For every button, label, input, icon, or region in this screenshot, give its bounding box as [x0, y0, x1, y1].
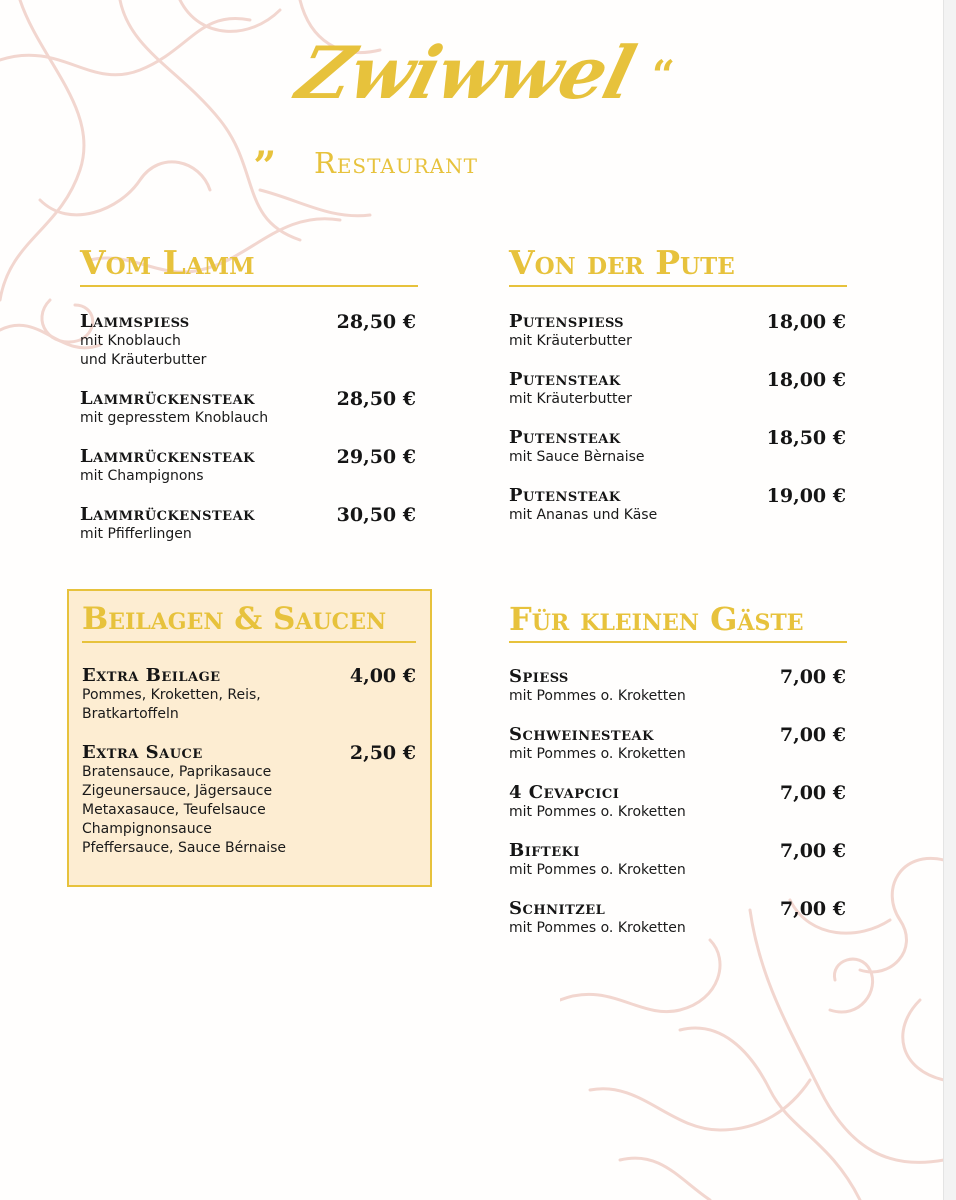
menu-item [509, 898, 846, 938]
item-price: 7,00 € [779, 724, 846, 746]
item-name: Extra Sauce [82, 742, 203, 763]
item-price: 18,50 € [766, 427, 846, 449]
item-description: Champignonsauce [82, 821, 212, 837]
floral-ornament-bottom-right [560, 830, 944, 1200]
menu-item [509, 369, 846, 409]
item-name: 4 Cevapcici [509, 782, 620, 803]
item-description: mit Sauce Bèrnaise [509, 449, 645, 465]
item-price: 18,00 € [766, 311, 846, 333]
menu-item [82, 665, 416, 724]
item-price: 7,00 € [779, 898, 846, 920]
item-description: mit Pommes o. Kroketten [509, 862, 686, 878]
page-edge [943, 0, 956, 1200]
item-price: 2,50 € [349, 742, 416, 764]
menu-item [509, 427, 846, 467]
item-description: Pfeffersauce, Sauce Bérnaise [82, 840, 287, 856]
item-name: Putensteak [509, 427, 621, 448]
logo-subtitle: Restaurant [314, 146, 479, 180]
section-title-kinder: Für kleinen Gäste [509, 597, 847, 643]
item-price: 30,50 € [336, 504, 416, 526]
item-price: 7,00 € [779, 666, 846, 688]
section-title-pute: Von der Pute [509, 241, 847, 287]
item-description: mit Pommes o. Kroketten [509, 804, 686, 820]
menu-item [509, 311, 846, 351]
item-name: Lammrückensteak [80, 504, 255, 525]
item-description: mit Pommes o. Kroketten [509, 746, 686, 762]
item-price: 28,50 € [336, 311, 416, 333]
item-price: 28,50 € [336, 388, 416, 410]
item-price: 7,00 € [779, 840, 846, 862]
menu-item [509, 782, 846, 822]
item-name: Extra Beilage [82, 665, 221, 686]
item-description: mit gepresstem Knoblauch [80, 410, 269, 426]
logo-script-name: Zwiwwel [289, 30, 643, 115]
section-title-beilagen: Beilagen & Saucen [82, 597, 416, 643]
item-description: mit Pommes o. Kroketten [509, 920, 686, 936]
item-description: mit Kräuterbutter [509, 391, 632, 407]
item-name: Lammspieß [80, 311, 190, 332]
item-name: Putensteak [509, 369, 621, 390]
item-description: Metaxasauce, Teufelsauce [82, 802, 266, 818]
item-name: Spieß [509, 666, 569, 687]
item-description: und Kräuterbutter [80, 352, 207, 368]
item-description: Bratkartoffeln [82, 706, 179, 722]
item-description: mit Pommes o. Kroketten [509, 688, 686, 704]
menu-item [509, 485, 846, 525]
item-name: Putenspieß [509, 311, 624, 332]
item-name: Putensteak [509, 485, 621, 506]
item-price: 29,50 € [336, 446, 416, 468]
section-title-lamm: Vom Lamm [80, 241, 418, 287]
item-description: mit Champignons [80, 468, 204, 484]
menu-item [509, 724, 846, 764]
item-description: Pommes, Kroketten, Reis, [82, 687, 261, 703]
item-name: Lammrückensteak [80, 446, 255, 467]
item-price: 19,00 € [766, 485, 846, 507]
item-name: Schweinesteak [509, 724, 654, 745]
item-price: 18,00 € [766, 369, 846, 391]
item-name: Bifteki [509, 840, 580, 861]
item-price: 4,00 € [349, 665, 416, 687]
item-name: Schnitzel [509, 898, 606, 919]
menu-item [80, 311, 416, 370]
item-price: 7,00 € [779, 782, 846, 804]
menu-item [509, 666, 846, 706]
item-description: mit Ananas und Käse [509, 507, 658, 523]
item-description: Zigeunersauce, Jägersauce [82, 783, 273, 799]
item-name: Lammrückensteak [80, 388, 255, 409]
menu-item [509, 840, 846, 880]
menu-item [80, 388, 416, 428]
menu-item [80, 504, 416, 544]
item-description: Bratensauce, Paprikasauce [82, 764, 272, 780]
logo-quote-open: „ [254, 120, 278, 167]
item-description: mit Knoblauch [80, 333, 181, 349]
menu-item [82, 742, 416, 858]
logo-quote-close: “ [652, 52, 676, 99]
item-description: mit Pfifferlingen [80, 526, 192, 542]
item-description: mit Kräuterbutter [509, 333, 632, 349]
menu-item [80, 446, 416, 486]
